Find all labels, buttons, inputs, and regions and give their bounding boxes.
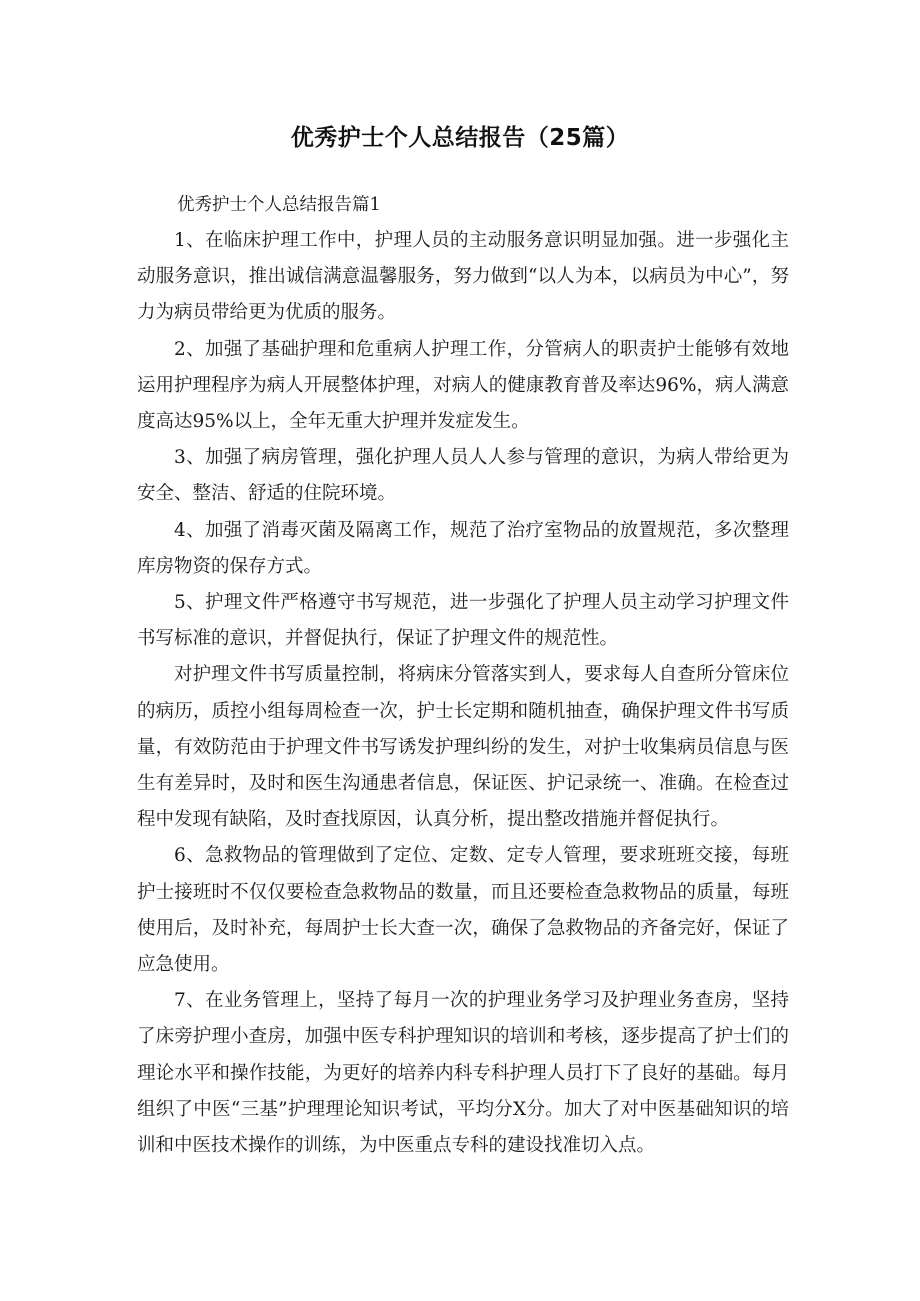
paragraph-5: 5、护理文件严格遵守书写规范，进一步强化了护理人员主动学习护理文件书写标准的意识，并督促执行，保证了护理文件的规范性。 bbox=[137, 592, 789, 650]
section-heading: 优秀护士个人总结报告篇1 bbox=[177, 195, 381, 215]
paragraph-2: 2、加强了基础护理和危重病人护理工作，分管病人的职责护士能够有效地运用护理程序为病人开展整体护理，对病人的健康教育普及率达96%，病人满意度高达95%以上，全年无重大护理并发症发生。 bbox=[137, 338, 789, 433]
paragraph-quality-control: 对护理文件书写质量控制，将病床分管落实到人，要求每人自查所分管床位的病历，质控小组每周检查一次，护士长定期和随机抽查，确保护理文件书写质量，有效防范由于护理文件书写诱发护理纠纷的发生，对护士收集病员信息与医生有差异时，及时和医生沟通患者信息，保证医、护记录统一、准确。在检查过程中发现有缺陷，及时查找原因，认真分析，提出整改措施并督促执行。 bbox=[137, 664, 789, 831]
document-title: 优秀护士个人总结报告（25篇） bbox=[290, 125, 630, 151]
paragraph-7: 7、在业务管理上，坚持了每月一次的护理业务学习及护理业务查房，坚持了床旁护理小查房，加强中医专科护理知识的培训和考核，逐步提高了护士们的理论水平和操作技能，为更好的培养内科专科护理人员打下了良好的基础。每月组织了中医“三基”护理理论知识考试，平均分X分。加大了对中医基础知识的培训和中医技术操作的训练，为中医重点专科的建设找准切入点。 bbox=[137, 990, 789, 1157]
paragraph-4: 4、加强了消毒灭菌及隔离工作，规范了治疗室物品的放置规范，多次整理库房物资的保存方式。 bbox=[137, 519, 789, 577]
paragraph-3: 3、加强了病房管理，强化护理人员人人参与管理的意识，为病人带给更为安全、整洁、舒适的住院环境。 bbox=[137, 447, 789, 505]
paragraph-1: 1、在临床护理工作中，护理人员的主动服务意识明显加强。进一步强化主动服务意识，推出诚信满意温馨服务，努力做到“以人为本，以病员为中心”，努力为病员带给更为优质的服务。 bbox=[137, 230, 789, 324]
paragraph-6: 6、急救物品的管理做到了定位、定数、定专人管理，要求班班交接，每班护士接班时不仅仅要检查急救物品的数量，而且还要检查急救物品的质量，每班使用后，及时补充，每周护士长大查一次，确保了急救物品的齐备完好，保证了应急使用。 bbox=[137, 845, 789, 976]
document-body bbox=[137, 187, 789, 1164]
